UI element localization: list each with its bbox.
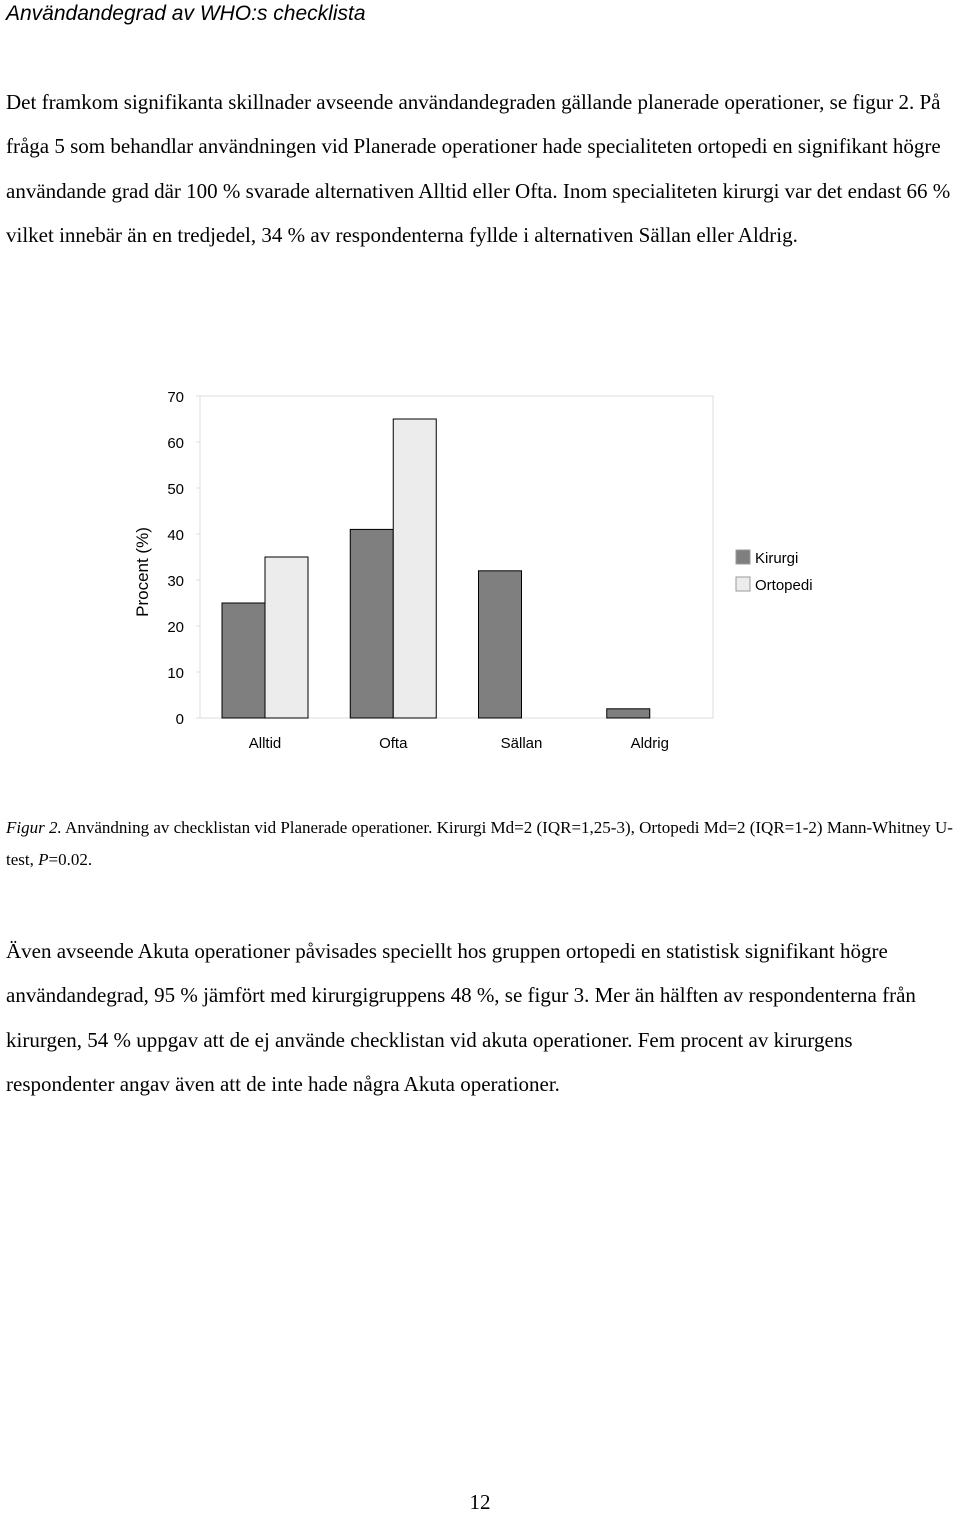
- x-tick-label: Alltid: [248, 735, 282, 752]
- y-tick-label: 50: [167, 481, 184, 498]
- bar-kirurgi-0: [222, 603, 265, 718]
- caption-text: Användning av checklistan vid Planerade operationer. Kirurgi Md=2 (IQR=1,25-3), Ortopedi Md=2 (IQR=1-2) Mann-Whitney U-test,: [6, 818, 953, 869]
- y-tick-label: 20: [167, 619, 184, 636]
- figure-caption: [6, 812, 954, 876]
- x-tick-label: Aldrig: [630, 735, 669, 752]
- y-tick-label: 30: [167, 573, 184, 590]
- legend-label-kirurgi: Kirurgi: [755, 550, 799, 567]
- y-tick-label: 40: [167, 527, 184, 544]
- caption-p-value: =0.02.: [48, 850, 93, 869]
- bar-kirurgi-3: [607, 709, 650, 718]
- legend-swatch-ortopedi: [736, 577, 750, 591]
- caption-label: Figur 2.: [6, 818, 62, 837]
- legend-label-ortopedi: Ortopedi: [755, 577, 813, 594]
- y-axis-label: Procent (%): [133, 527, 152, 617]
- x-tick-label: Sällan: [500, 735, 543, 752]
- page-number: 12: [469, 1490, 491, 1514]
- bar-ortopedi-0: [265, 557, 308, 718]
- caption-p-symbol: P: [38, 850, 49, 869]
- y-tick-label: 10: [167, 665, 184, 682]
- running-header: Användandegrad av WHO:s checklista: [6, 2, 366, 25]
- y-tick-label: 60: [167, 435, 184, 452]
- bar-kirurgi-1: [350, 529, 393, 718]
- x-tick-label: Ofta: [379, 735, 408, 752]
- body-paragraph-1: Det framkom signifikanta skillnader avseende användandegraden gällande planerade operationer, se figur 2. På fråga 5 som behandlar användningen vid Planerade operationer hade specialiteten ortopedi en signifikant högre användande grad där 100 % svarade alternativen Alltid eller Ofta. Inom specialiteten kirurgi var det endast 66 % vilket innebär än en tredjedel, 34 % av respondenterna fyllde i alternativen Sällan eller Aldrig.: [6, 90, 951, 247]
- bar-ortopedi-1: [393, 419, 436, 718]
- bar-kirurgi-2: [479, 571, 522, 718]
- y-tick-label: 0: [175, 711, 184, 728]
- bar-chart: [0, 370, 960, 770]
- legend-swatch-kirurgi: [736, 550, 750, 564]
- body-paragraph-2: Även avseende Akuta operationer påvisades speciellt hos gruppen ortopedi en statistisk signifikant högre användandegrad, 95 % jämfört med kirurgigruppens 48 %, se figur 3. Mer än hälften av respondenterna från kirurgen, 54 % uppgav att de ej använde checklistan vid akuta operationer. Fem procent av kirurgens respondenter angav även att de inte hade några Akuta operationer.: [6, 939, 916, 1096]
- y-tick-label: 70: [167, 389, 184, 406]
